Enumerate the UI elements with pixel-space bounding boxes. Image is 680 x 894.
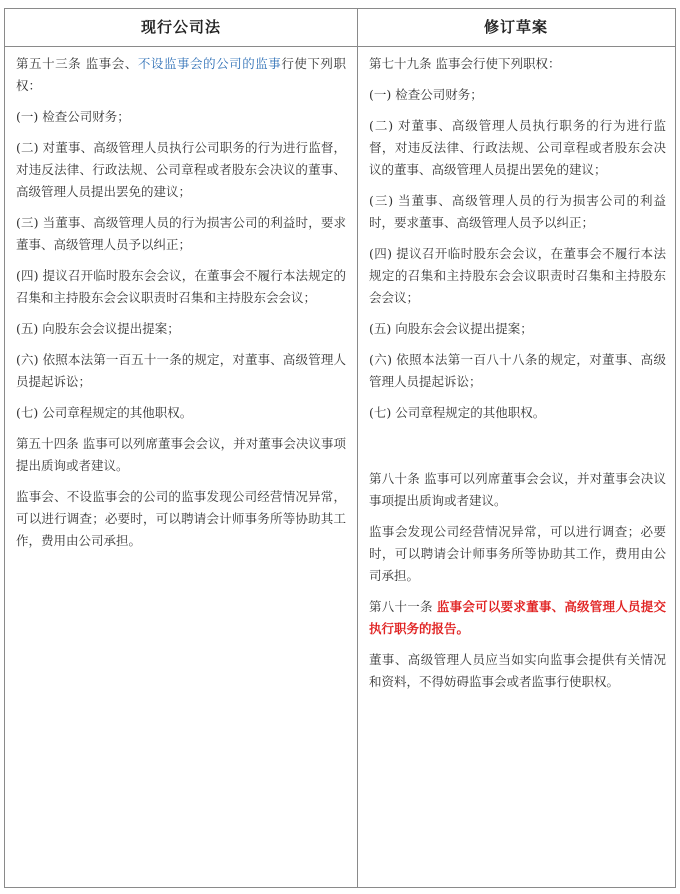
header-current-law: 现行公司法 — [140, 18, 221, 36]
list-item: (四) 提议召开临时股东会会议，在董事会不履行本法规定的召集和主持股东会会议职责时召集和主持股东会会议； — [369, 246, 666, 305]
list-item: (五) 向股东会会议提出提案； — [16, 321, 180, 336]
comparison-table — [4, 8, 676, 888]
list-item: (三) 当董事、高级管理人员的行为损害公司的利益时，要求董事、高级管理人员予以纠正； — [369, 193, 666, 230]
article-79-heading: 第七十九条 监事会行使下列职权： — [369, 56, 561, 71]
list-item: (七) 公司章程规定的其他职权。 — [369, 405, 546, 420]
list-item: (七) 公司章程规定的其他职权。 — [16, 405, 193, 420]
alignment-spacer — [369, 433, 666, 468]
article-80: 第八十条 监事可以列席董事会会议，并对董事会决议事项提出质询或者建议。 — [369, 471, 666, 508]
list-item: (五) 向股东会会议提出提案； — [369, 321, 533, 336]
article-53-prefix: 第五十三条 监事会、 — [16, 56, 138, 71]
article-54-paragraph-2: 监事会、不设监事会的公司的监事发现公司经营情况异常，可以进行调查；必要时，可以聘请会计师事务所等协助其工作，费用由公司承担。 — [16, 489, 346, 548]
list-item: (一) 检查公司财务； — [16, 109, 130, 124]
article-81-prefix: 第八十一条 — [369, 599, 437, 614]
article-80-paragraph-2: 监事会发现公司经营情况异常，可以进行调查；必要时，可以聘请会计师事务所等协助其工作，费用由公司承担。 — [369, 524, 666, 583]
list-item: (二) 对董事、高级管理人员执行公司职务的行为进行监督，对违反法律、行政法规、公司章程或者股东会决议的董事、高级管理人员提出罢免的建议； — [16, 140, 346, 199]
list-item: (三) 当董事、高级管理人员的行为损害公司的利益时，要求董事、高级管理人员予以纠正； — [16, 215, 346, 252]
list-item: (一) 检查公司财务； — [369, 87, 483, 102]
list-item: (二) 对董事、高级管理人员执行职务的行为进行监督，对违反法律、行政法规、公司章程或者股东会决议的董事、高级管理人员提出罢免的建议； — [369, 118, 666, 177]
article-81-paragraph-2: 董事、高级管理人员应当如实向监事会提供有关情况和资料，不得妨碍监事会或者监事行使职权。 — [369, 652, 666, 689]
table-header-row — [5, 9, 675, 47]
article-53-heading — [16, 53, 346, 97]
list-item: (六) 依照本法第一百八十八条的规定，对董事、高级管理人员提起诉讼； — [369, 352, 666, 389]
current-law-column — [5, 47, 357, 561]
revised-draft-column — [358, 47, 675, 702]
article-54: 第五十四条 监事可以列席董事会会议，并对董事会决议事项提出质询或者建议。 — [16, 436, 346, 473]
list-item: (四) 提议召开临时股东会会议，在董事会不履行本法规定的召集和主持股东会会议职责时召集和主持股东会会议； — [16, 268, 346, 305]
header-revised-draft: 修订草案 — [483, 18, 548, 36]
article-81-heading — [369, 596, 666, 640]
article-81-highlight: 监事会可以要求董事、高级管理人员提交执行职务的报告。 — [369, 599, 666, 636]
article-53-highlight: 不设监事会的公司的监事 — [137, 56, 282, 71]
article-53-suffix: 行使下列职权： — [16, 56, 346, 93]
list-item: (六) 依照本法第一百五十一条的规定，对董事、高级管理人员提起诉讼； — [16, 352, 346, 389]
